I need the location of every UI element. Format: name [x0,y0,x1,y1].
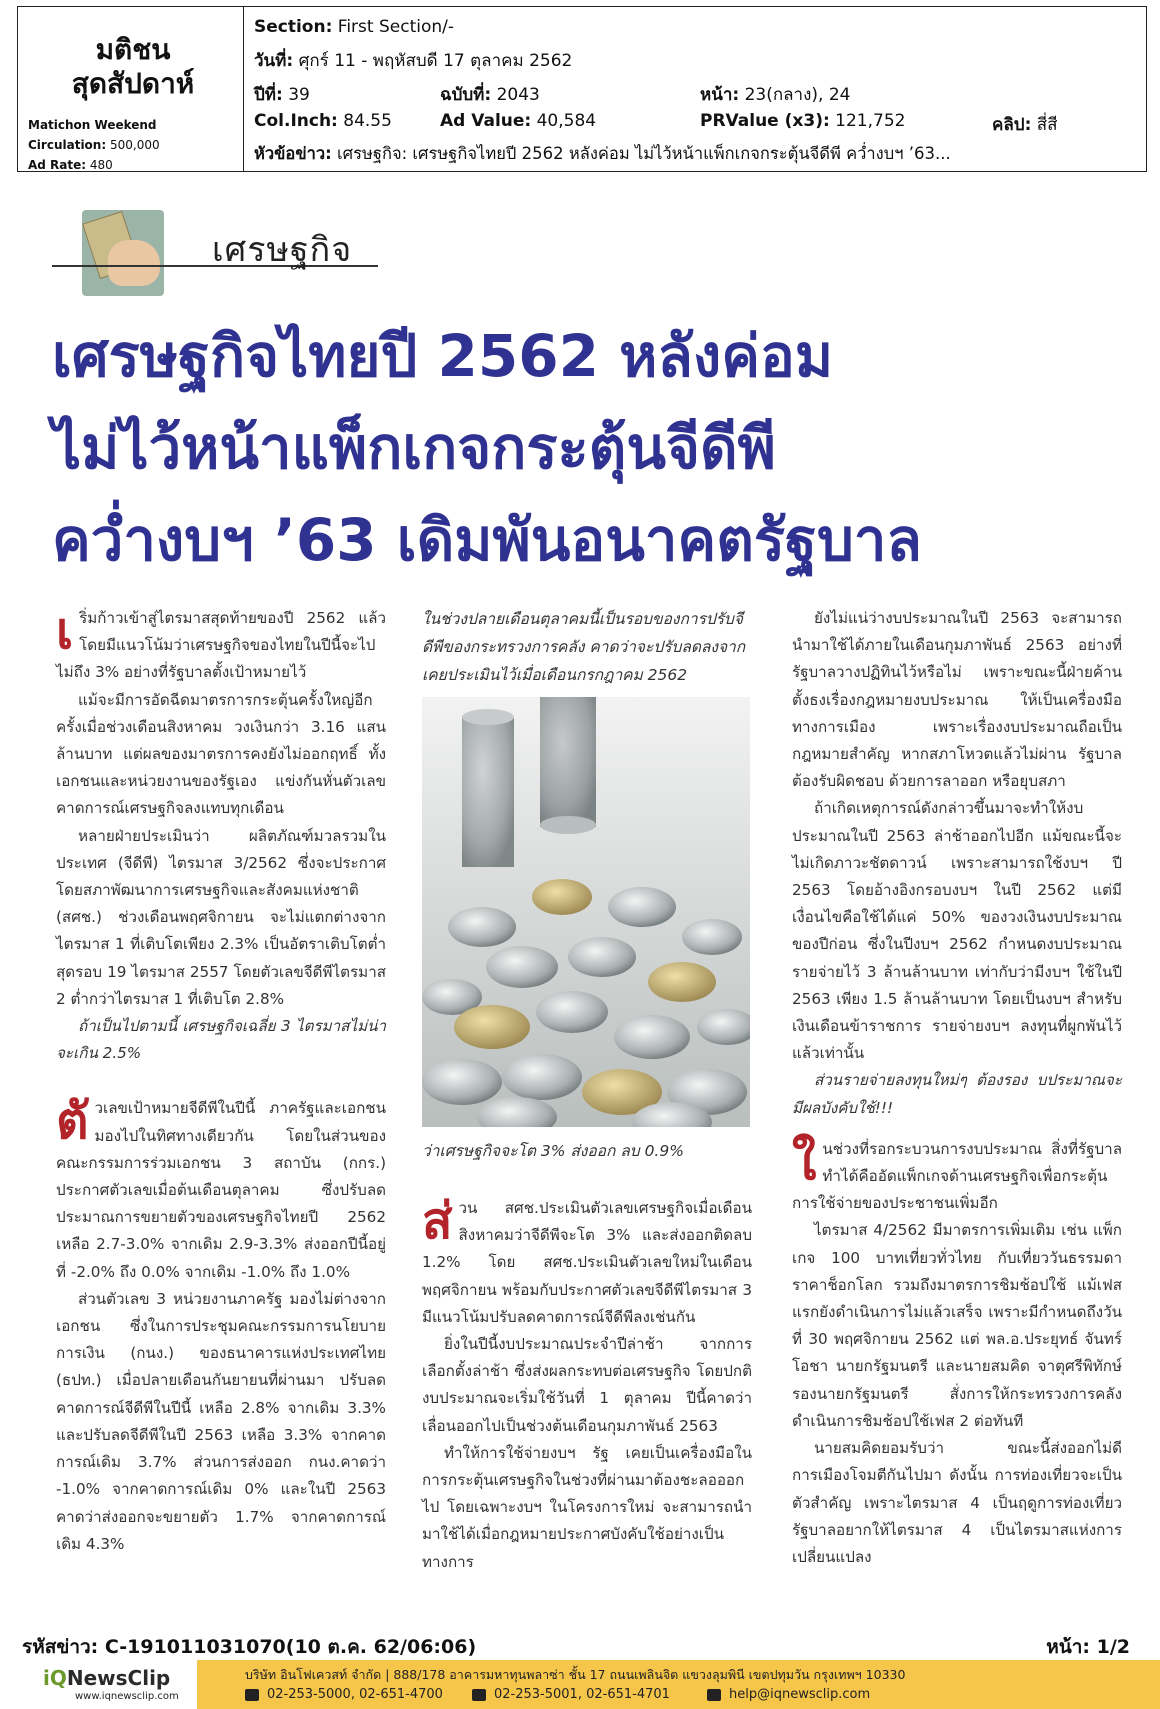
phone-contact [245,1687,443,1702]
publication-box [18,7,244,171]
section-value: First Section/- [337,17,454,37]
headline-line-1: เศรษฐกิจไทยปี 2562 หลังค่อม [52,322,834,390]
paragraph: ยิ่งในปีนี้งบประมาณประจำปีล่าช้า จากการเลือกตั้งล่าช้า ซึ่งส่งผลกระทบต่อเศรษฐกิจ โดยปกติงบประมาณจะเริ่มใช้วันที่ 1 ตุลาคม ปีนี้คาดว่าเลื่อนออกไปเป็นช่วงต้นเดือนกุมภาพันธ์ 2563 [422,1335,752,1435]
paragraph: นช่วงที่รอกระบวนการงบประมาณ สิ่งที่รัฐบาลทำได้คืออัดแพ็กเกจด้านเศรษฐกิจเพื่อกระตุ้นการใช้จ่ายของประชาชนเพิ่มอีก [792,1139,1122,1213]
email-icon [707,1689,721,1701]
email-contact [707,1687,870,1702]
page-label: หน้า: [700,85,740,105]
clip-value: สี่สี [1036,115,1058,135]
paragraph: ทำให้การใช้จ่ายงบฯ รัฐ เคยเป็นเครื่องมือในการกระตุ้นเศรษฐกิจในช่วงที่ผ่านมาต้องชะลอออกไป โดยเฉพาะงบฯ ในโครงการใหม่ จะสามารถนำมาใช้ได้เมื่อกฎหมายประกาศบังคับใช้อย่างเป็นทางการ [422,1443,752,1571]
paragraph: หลายฝ่ายประเมินว่า ผลิตภัณฑ์มวลรวมในประเทศ (จีดีพี) ไตรมาส 3/2562 ซึ่งจะประกาศโดยสภาพัฒนาการเศรษฐกิจและสังคมแห่งชาติ (สศช.) ช่วงเดือนพฤศจิกายน จะไม่แตกต่างจากไตรมาส 1 ที่เติบโตเพียง 2.3% เป็นอัตราเติบโตต่ำสุดรอบ 19 ไตรมาส 2557 โดยตัวเลขจีดีพีไตรมาส 2 ต่ำกว่าไตรมาส 1 ที่เติบโต 2.8% [56,826,386,1008]
coins-photo [422,697,750,1127]
headline-value: เศรษฐกิจ: เศรษฐกิจไทยปี 2562 หลังค่อม ไม่ไว้หน้าแพ็กเกจกระตุ้นจีดีพี คว่ำงบฯ ’63... [337,144,951,163]
page-indicator: หน้า: 1/2 [1046,1636,1130,1658]
paragraph: นายสมคิดยอมรับว่า ขณะนี้ส่งออกไม่ดี การเมืองโจมตีกันไปมา ดังนั้น การท่องเที่ยวจะเป็นตัวสำคัญ เพราะไตรมาส 4 เป็นฤดูการท่องเที่ยว รัฐบาลอยากให้ไตรมาส 4 เป็นไตรมาสแห่งการเปลี่ยนแปลง [792,1439,1122,1566]
phone-icon [245,1689,259,1701]
date-value: ศุกร์ 11 - พฤหัสบดี 17 ตุลาคม 2562 [298,51,573,71]
drop-cap: ตั [56,1091,89,1151]
fax-value: 02-253-5001, 02-651-4701 [494,1687,670,1702]
prvalue-label: PRValue (x3): [700,111,830,131]
hand-shape [108,240,160,286]
brand-box [17,1660,197,1709]
drop-cap: ส่ [422,1191,453,1250]
publication-name-en: Matichon Weekend [28,118,157,132]
article-column-2 [422,1191,752,1576]
date-label: วันที่: [254,51,294,71]
article-column-1 [56,601,386,1558]
paragraph: ส่วนตัวเลข 3 หน่วยงานภาครัฐ มองไม่ต่างจากเอกชน ซึ่งในการประชุมคณะกรรมการนโยบายการเงิน (กนง.) ของธนาคารแห่งประเทศไทย (ธปท.) เมื่อปลายเดือนกันยายนที่ผ่านมา ปรับลดคาดการณ์จีดีพีในปีนี้ เหลือ 2.8% จากเดิม 3.3% และปรับลดจีดีพีในปี 2563 เหลือ 3.3% จากคาดการณ์เดิม 3.7% ส่วนการส่งออก กนง.คาดว่า -1.0% จากคาดการณ์เดิม 0% และในปี 2563 คาดว่าส่งออกจะขยายตัว 1.7% จากคาดการณ์เดิม 4.3% [56,1289,386,1553]
fax-contact [472,1687,670,1702]
advalue-label: Ad Value: [440,111,532,131]
iqnewsclip-logo [43,1666,170,1690]
brand-rest: NewsClip [66,1666,171,1690]
photo-caption-top: ในช่วงปลายเดือนตุลาคมนี้เป็นรอบของการปรับจีดีพีของกระทรวงการคลัง คาดว่าจะปรับลดลงจากเคยประเมินไว้เมื่อเดือนกรกฎาคม 2562 [422,610,746,684]
fax-icon [472,1689,486,1701]
section-name: เศรษฐกิจ [212,230,353,270]
paragraph: แม้จะมีการอัดฉีดมาตรการกระตุ้นครั้งใหญ่อีกครั้งเมื่อช่วงเดือนสิงหาคม วงเงินกว่า 3.16 แสนล้านบาท แต่ผลของมาตรการคงยังไม่ออกฤทธิ์ ทั้งเอกชนและหน่วยงานของรัฐเอง แข่งกันหั่นตัวเลขคาดการณ์เศรษฐกิจลงแทบทุกเดือน [56,690,386,818]
paragraph: วน สศช.ประเมินตัวเลขเศรษฐกิจเมื่อเดือนสิงหาคมว่าจีดีพีจะโต 3% และส่งออกติดลบ 1.2% โดย สศช.ประเมินตัวเลขใหม่ในเดือนพฤศจิกายน พร้อมกับประกาศตัวเลขจีดีพีไตรมาส 3 มีแนวโน้มปรับลดคาดการณ์จีดีพีลงเช่นกัน [422,1199,752,1326]
footer-bar [17,1660,1160,1709]
clipping-header [17,6,1147,172]
paragraph: ไตรมาส 4/2562 มีมาตรการเพิ่มเติม เช่น แพ็กเกจ 100 บาทเที่ยวทั่วไทย กับเที่ยววันธรรมดาราคาช็อกโลก รวมถึงมาตรการชิมช้อปใช้ แม้เฟสแรกยังดำเนินการไม่แล้วเสร็จ เพราะมีกำหนดถึงวันที่ 30 พฤศจิกายน 2562 แต่ พล.อ.ประยุทธ์ จันทร์โอชา นายกรัฐมนตรี และนายสมคิด จาตุศรีพิทักษ์ รองนายกรัฐมนตรี สั่งการให้กระทรวงการคลังดำเนินการชิมช้อปใช้เฟส 2 ต่อทันที [792,1221,1122,1430]
news-id: รหัสข่าว: C-191011031070(10 ต.ค. 62/06:06) [22,1636,477,1658]
paragraph-italic: ส่วนรายจ่ายลงทุนใหม่ๆ ต้องรอง บประมาณจะมีผลบังคับใช้!!! [792,1071,1122,1117]
company-address: บริษัท อินโฟเควสท์ จำกัด | 888/178 อาคารมหาทุนพลาซ่า ชั้น 17 ถนนเพลินจิต แขวงลุมพินี เขตปทุมวัน กรุงเทพฯ 10330 [245,1667,906,1682]
circulation-value: 500,000 [109,138,160,152]
issue-value: 2043 [496,85,540,105]
clip-metadata [244,7,1146,171]
drop-cap: ใ [792,1131,817,1191]
article-headline [52,310,1112,586]
publication-meta [28,115,160,175]
paragraph-italic: ถ้าเป็นไปตามนี้ เศรษฐกิจเฉลี่ย 3 ไตรมาสไม่น่าจะเกิน 2.5% [56,1017,386,1063]
section-label: Section: [254,17,333,37]
logo-line-1: มติชน [95,33,171,66]
article-column-3 [792,605,1122,1571]
page-value: 23(กลาง), 24 [744,85,851,105]
issue-label: ฉบับที่: [440,85,492,105]
adrate-label: Ad Rate: [28,158,87,172]
phone-value: 02-253-5000, 02-651-4700 [267,1687,443,1702]
email-value: help@iqnewsclip.com [729,1687,871,1702]
publication-logo [38,33,228,101]
headline-line-2: ไม่ไว้หน้าแพ็กเกจกระตุ้นจีดีพี [52,414,776,482]
colinch-label: Col.Inch: [254,111,338,131]
adrate-value: 480 [89,158,113,172]
paragraph: วเลขเป้าหมายจีดีพีในปีนี้ ภาครัฐและเอกชนมองไปในทิศทางเดียวกัน โดยในส่วนของคณะกรรมการร่วมเอกชน 3 สถาบัน (กกร.) ประกาศตัวเลขเมื่อต้นเดือนตุลาคม ซึ่งปรับลดประมาณการขยายตัวของเศรษฐกิจไทยปี 2562 เหลือ 2.7-3.0% จากเดิม 2.9-3.3% ส่งออกปีนี้อยู่ที่ -2.0% ถึง 0.0% จากเดิม -1.0% ถึง 1.0% [56,1099,386,1281]
headline-line-3: คว่ำงบฯ ’63 เดิมพันอนาคตรัฐบาล [52,506,922,574]
year-value: 39 [288,85,310,105]
coins-illustration [422,697,750,1127]
logo-line-2: สุดสัปดาห์ [71,67,195,100]
circulation-label: Circulation: [28,138,107,152]
clip-label: คลิป: [992,115,1032,135]
year-label: ปีที่: [254,85,283,105]
advalue-value: 40,584 [536,111,597,131]
paragraph: ริ่มก้าวเข้าสู่ไตรมาสสุดท้ายของปี 2562 แล้ว โดยมีแนวโน้มว่าเศรษฐกิจของไทยในปีนี้จะไปไม่ถึง 3% อย่างที่รัฐบาลตั้งเป้าหมายไว้ [56,609,386,682]
paragraph: ถ้าเกิดเหตุการณ์ดังกล่าวขึ้นมาจะทำให้งบประมาณในปี 2563 ล่าช้าออกไปอีก แม้ขณะนี้จะไม่เกิดภาวะชัตดาวน์ เพราะสามารถใช้งบฯ ปี 2563 โดยอ้างอิงกรอบงบฯ ในปี 2562 แต่มีเงื่อนไขคือใช้ได้แค่ 50% ของวงเงินงบประมาณของปีก่อน ซึ่งในปีงบฯ 2562 กำหนดงบประมาณรายจ่ายไว้ 3 ล้านล้านบาท เท่ากับว่ามีงบฯ ใช้ในปี 2563 เพียง 1.5 ล้านล้านบาท โดยเป็นงบฯ สำหรับเงินเดือนข้าราชการ รายจ่ายงบฯ ลงทุนที่ผูกพันไว้แล้วเท่านั้น [792,799,1122,1063]
money-hand-illustration [82,210,164,296]
brand-url: www.iqnewsclip.com [75,1691,179,1702]
colinch-value: 84.55 [343,111,392,131]
prvalue-value: 121,752 [835,111,906,131]
brand-iq: iQ [43,1666,67,1690]
photo-caption-bottom: ว่าเศรษฐกิจจะโต 3% ส่งออก ลบ 0.9% [422,1142,684,1160]
headline-label: หัวข้อข่าว: [254,144,332,163]
paragraph: ยังไม่แน่ว่างบประมาณในปี 2563 จะสามารถนำมาใช้ได้ภายในเดือนกุมภาพันธ์ 2563 อย่างที่รัฐบาลวางปฏิทินไว้หรือไม่ เพราะขณะนี้ฝ่ายค้านตั้งธงเรื่องกฎหมายงบประมาณ ให้เป็นเครื่องมือทางการเมือง เพราะเรื่องงบประมาณถือเป็นกฎหมายสำคัญ หากสภาโหวตแล้วไม่ผ่าน รัฐบาลต้องรับผิดชอบ ด้วยการลาออก หรือยุบสภา [792,609,1122,791]
drop-cap: เ [56,601,74,660]
